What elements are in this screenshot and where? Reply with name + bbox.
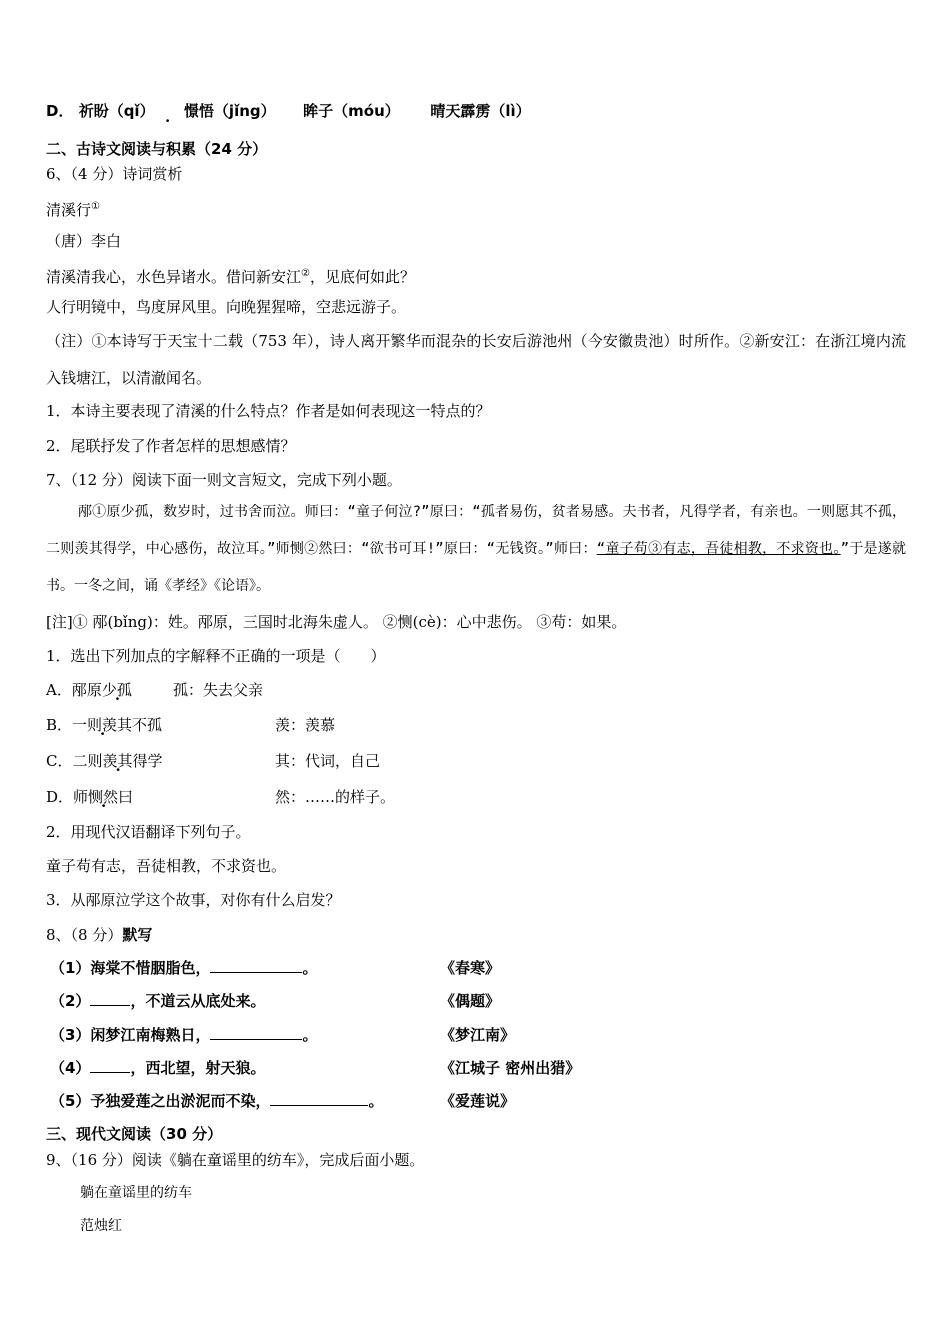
q6-line1-a: 清溪清我心，水色异诸水。借问新安江 [46, 268, 302, 286]
q8-item-2-source: 《偶题》 [440, 992, 501, 1010]
q8-item-5 [50, 1091, 650, 1111]
q8-item-3-pre: （3）闲梦江南梅熟日， [50, 1026, 211, 1044]
q8-item-1-blank[interactable] [210, 958, 302, 973]
q7-passage-a: 邴①原少孤，数岁时，过书舍而泣。师曰：“童子何泣?”原曰：“孤者易伤，贫者易感。夫书者，凡得学者，有亲也。一则愿其不孤，二则羡其得学，中心感伤，故泣耳。”师恻②然曰：“欲书可耳!”原曰：“无钱资。”师曰： [46, 504, 906, 557]
section3-title: 三、现代文阅读（30 分） [46, 1125, 223, 1143]
q6-line1-note: ② [301, 268, 310, 279]
q7-option-d-dot-char: 然 [103, 788, 119, 806]
emphasis-dot: · [165, 112, 171, 130]
q6-poem-title [46, 197, 100, 220]
q7-option-c-gloss: 其：代词，自己 [275, 752, 381, 770]
q7-option-b-label: B．一则 [46, 716, 103, 734]
q8-item-2 [50, 991, 650, 1011]
q5-option-d [46, 101, 531, 121]
q9-article-author: 范烛红 [80, 1218, 122, 1234]
q8-item-3 [50, 1025, 650, 1045]
q7-passage [46, 494, 906, 605]
q7-option-d-label: D．师恻 [46, 788, 104, 806]
q7-head: 7、（12 分）阅读下面一则文言短文，完成下列小题。 [46, 471, 402, 489]
q5-option-d-label: D． [46, 102, 74, 120]
q8-item-4 [50, 1058, 650, 1078]
q5-option-d-item-4: 晴天霹雳（lì） [430, 102, 531, 120]
q7-option-d-gloss: 然：……的样子。 [275, 788, 396, 806]
q7-option-a-label: A．邴原少 [46, 681, 117, 699]
q8-item-3-blank[interactable] [210, 1025, 302, 1040]
q8-item-4-post: ，西北望，射天狼。 [130, 1059, 266, 1077]
q5-option-d-item-1: 祈盼（qǐ） [78, 102, 155, 120]
q8-item-4-blank[interactable] [90, 1058, 130, 1073]
q7-passage-b: ”于是遂就书。一冬之间，诵《孝经》《论语》。 [46, 541, 906, 594]
q7-option-a-dot-char: 孤 [116, 681, 132, 699]
q7-option-a-gloss: 孤：失去父亲 [173, 681, 264, 699]
q7-option-c-label: C．二则羡 [46, 752, 118, 770]
q8-head-text: 8、（8 分） [46, 926, 123, 944]
q8-item-4-source: 《江城子 密州出猎》 [440, 1059, 581, 1077]
q7-option-b-dot-char: 羡 [102, 716, 118, 734]
q7-option-b[interactable] [46, 715, 446, 735]
q8-item-1 [50, 958, 650, 978]
q8-item-1-post: 。 [302, 959, 318, 977]
section2-title: 二、古诗文阅读与积累（24 分） [46, 140, 268, 158]
q8-item-3-post: 。 [302, 1026, 318, 1044]
q7-option-c-dot-char: 其 [117, 752, 133, 770]
q7-passage-underlined: “童子苟③有志，吾徒相教，不求资也。 [596, 541, 841, 557]
q7-sub2: 2．用现代汉语翻译下列句子。 [46, 823, 251, 841]
q7-option-b-rest: 其不孤 [117, 716, 163, 734]
q7-note: [注]① 邴(bǐng)：姓。邴原，三国时北海朱虚人。 ②恻(cè)：心中悲伤。 ③苟：如果。 [46, 613, 627, 631]
q8-item-5-blank[interactable] [270, 1091, 368, 1106]
q8-item-5-post: 。 [368, 1092, 384, 1110]
q9-article-title: 躺在童谣里的纺车 [80, 1185, 192, 1201]
q6-author: （唐）李白 [46, 232, 122, 250]
q7-sub1: 1．选出下列加点的字解释不正确的一项是（ ） [46, 647, 386, 665]
q8-item-2-blank[interactable] [90, 991, 130, 1006]
q7-translate-sentence: 童子苟有志，吾徒相教，不求资也。 [46, 857, 287, 875]
q6-poem-title-text: 清溪行 [46, 201, 92, 219]
q8-item-1-pre: （1）海棠不惜胭脂色， [50, 959, 211, 977]
q8-head-bold: 默写 [122, 926, 153, 944]
q8-item-3-source: 《梦江南》 [440, 1026, 516, 1044]
q7-option-c[interactable] [46, 751, 446, 771]
q7-option-a[interactable] [46, 680, 264, 700]
q6-head: 6、（4 分）诗词赏析 [46, 165, 183, 183]
q6-note: （注）①本诗写于天宝十二载（753 年），诗人离开繁华而混杂的长安后游池州（今安徽贵池）时所作。②新安江：在浙江境内流入钱塘江，以清澈闻名。 [46, 332, 906, 387]
q9-head: 9、（16 分）阅读《躺在童谣里的纺车》，完成后面小题。 [46, 1151, 425, 1169]
q5-option-d-item-2: 憬悟（jǐng） [183, 102, 276, 120]
q8-item-2-pre: （2） [50, 992, 91, 1010]
q7-option-b-gloss: 羡：羡慕 [275, 716, 336, 734]
q8-head [46, 925, 152, 945]
q6-line1-b: ，见底何如此？ [309, 268, 415, 286]
q6-poem-line-1 [46, 264, 415, 287]
q6-sub1: 1．本诗主要表现了清溪的什么特点？作者是如何表现这一特点的？ [46, 402, 491, 420]
q7-sub3: 3．从邴原泣学这个故事，对你有什么启发？ [46, 891, 341, 909]
q6-poem-title-note: ① [91, 201, 100, 212]
q8-item-4-pre: （4） [50, 1059, 91, 1077]
q8-item-1-source: 《春寒》 [440, 959, 501, 977]
q8-item-2-post: ，不道云从底处来。 [130, 992, 266, 1010]
q8-item-5-pre: （5）予独爱莲之出淤泥而不染， [50, 1092, 271, 1110]
q7-option-d[interactable] [46, 787, 446, 807]
q6-sub2: 2．尾联抒发了作者怎样的思想感情？ [46, 437, 296, 455]
q7-option-d-rest: 曰 [118, 788, 134, 806]
q5-option-d-item-3: 眸子（móu） [303, 102, 400, 120]
q8-item-5-source: 《爱莲说》 [440, 1092, 516, 1110]
q7-option-c-rest: 得学 [132, 752, 163, 770]
q6-poem-line-2: 人行明镜中，鸟度屏风里。向晚猩猩啼，空悲远游子。 [46, 298, 407, 316]
